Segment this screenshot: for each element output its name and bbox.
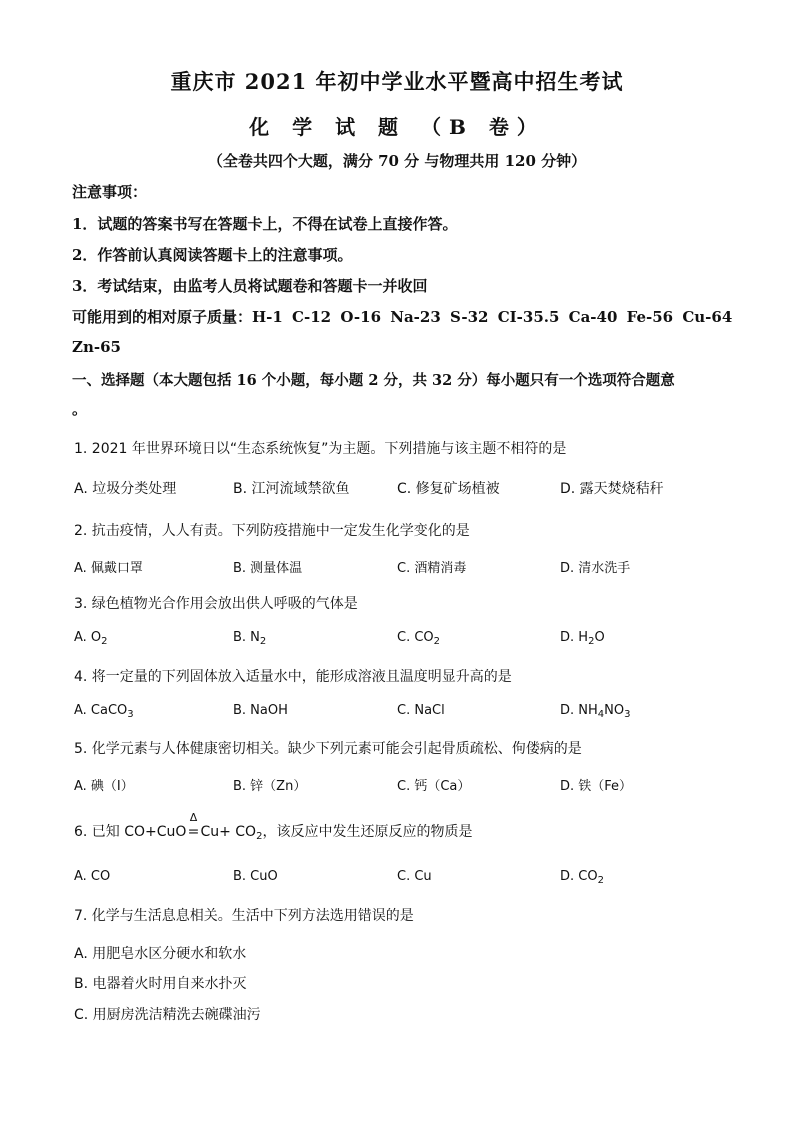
q6-option-c: C. Cu <box>397 869 432 884</box>
q4-option-b: B. NaOH <box>233 703 288 718</box>
q7-option-c: C. 用厨房洗洁精洗去碗碟油污 <box>74 1007 261 1023</box>
q6-option-a: A. CO <box>74 869 111 884</box>
q5-option-d: D. 铁（Fe） <box>560 779 633 794</box>
question-2-stem: 2. 抗击疫情，人人有责。下列防疫措施中一定发生化学变化的是 <box>74 523 470 539</box>
question-5-stem: 5. 化学元素与人体健康密切相关。缺少下列元素可能会引起骨质疏松、佝偻病的是 <box>74 741 582 757</box>
question-3-stem: 3. 绿色植物光合作用会放出供人呼吸的气体是 <box>74 596 358 612</box>
exam-info: （全卷共四个大题，满分 70 分 与物理共用 120 分钟） <box>207 152 587 170</box>
q1-option-c: C. 修复矿场植被 <box>397 481 500 497</box>
q6-option-b: B. CuO <box>233 869 278 884</box>
q3-option-a: A. $O_2$ <box>74 630 108 647</box>
q5-option-c: C. 钙（Ca） <box>397 779 471 794</box>
section-1-heading-end: 。 <box>72 400 88 418</box>
q7-option-a: A. 用肥皂水区分硬水和软水 <box>74 946 247 962</box>
atomic-masses-line-2: Zn-65 <box>72 338 121 356</box>
notes-heading: 注意事项： <box>72 183 148 201</box>
note-item-3: 3．考试结束，由监考人员将试题卷和答题卡一并收回 <box>72 277 428 295</box>
q3-option-b: B. $N_2$ <box>233 630 267 647</box>
q2-option-b: B. 测量体温 <box>233 561 303 576</box>
q5-option-b: B. 锌（Zn） <box>233 779 307 794</box>
note-item-1: 1．试题的答案书写在答题卡上，不得在试卷上直接作答。 <box>72 215 458 233</box>
q3-option-c: C. $CO_2$ <box>397 630 441 647</box>
question-6-options <box>74 869 734 889</box>
heating-condition: Δ = <box>187 811 200 840</box>
q5-option-a: A. 碘（I） <box>74 779 134 794</box>
q4-option-a: A. CaCO$_3$ <box>74 703 134 720</box>
q4-option-c: C. NaCl <box>397 703 445 718</box>
question-5-options <box>74 775 734 795</box>
question-6-stem: 6. 已知 CO+CuO Δ $=Cu+ CO_2$，该反应中发生还原反应的物质是 <box>74 811 473 842</box>
question-2-options <box>74 557 734 577</box>
question-1-options <box>74 478 734 498</box>
q6-option-d: D. $CO_2$ <box>560 869 604 886</box>
q2-option-c: C. 酒精消毒 <box>397 561 467 576</box>
note-item-2: 2．作答前认真阅读答题卡上的注意事项。 <box>72 246 353 264</box>
section-1-heading: 一、选择题（本大题包括 16 个小题，每小题 2 分，共 32 分）每小题只有一个选项符合题意 <box>72 372 675 389</box>
atomic-masses-line-1: 可能用到的相对原子质量：H-1 C-12 O-16 Na-23 S-32 CI-35.5 Ca-40 Fe-56 Cu-64 <box>72 308 733 326</box>
q1-option-a: A. 垃圾分类处理 <box>74 481 177 497</box>
question-4-options <box>74 703 734 723</box>
q1-option-b: B. 江河流域禁欲鱼 <box>233 481 350 497</box>
exam-title: 重庆市 2021 年初中学业水平暨高中招生考试 <box>170 69 624 94</box>
q2-option-a: A. 佩戴口罩 <box>74 561 143 576</box>
q3-option-d: D. $H_2O$ <box>560 630 605 647</box>
exam-subject-title: 化 学 试 题 （B 卷） <box>249 115 545 139</box>
q4-option-d: D. $NH_4NO_3$ <box>560 703 631 720</box>
question-1-stem: 1. 2021 年世界环境日以“生态系统恢复”为主题。下列措施与该主题不相符的是 <box>74 441 567 457</box>
q2-option-d: D. 清水洗手 <box>560 561 631 576</box>
q1-option-d: D. 露天焚烧秸秆 <box>560 481 664 497</box>
question-4-stem: 4. 将一定量的下列固体放入适量水中，能形成溶液且温度明显升高的是 <box>74 669 512 685</box>
q7-option-b: B. 电器着火时用自来水扑灭 <box>74 976 247 992</box>
question-7-stem: 7. 化学与生活息息相关。生活中下列方法选用错误的是 <box>74 908 414 924</box>
question-3-options <box>74 630 734 650</box>
